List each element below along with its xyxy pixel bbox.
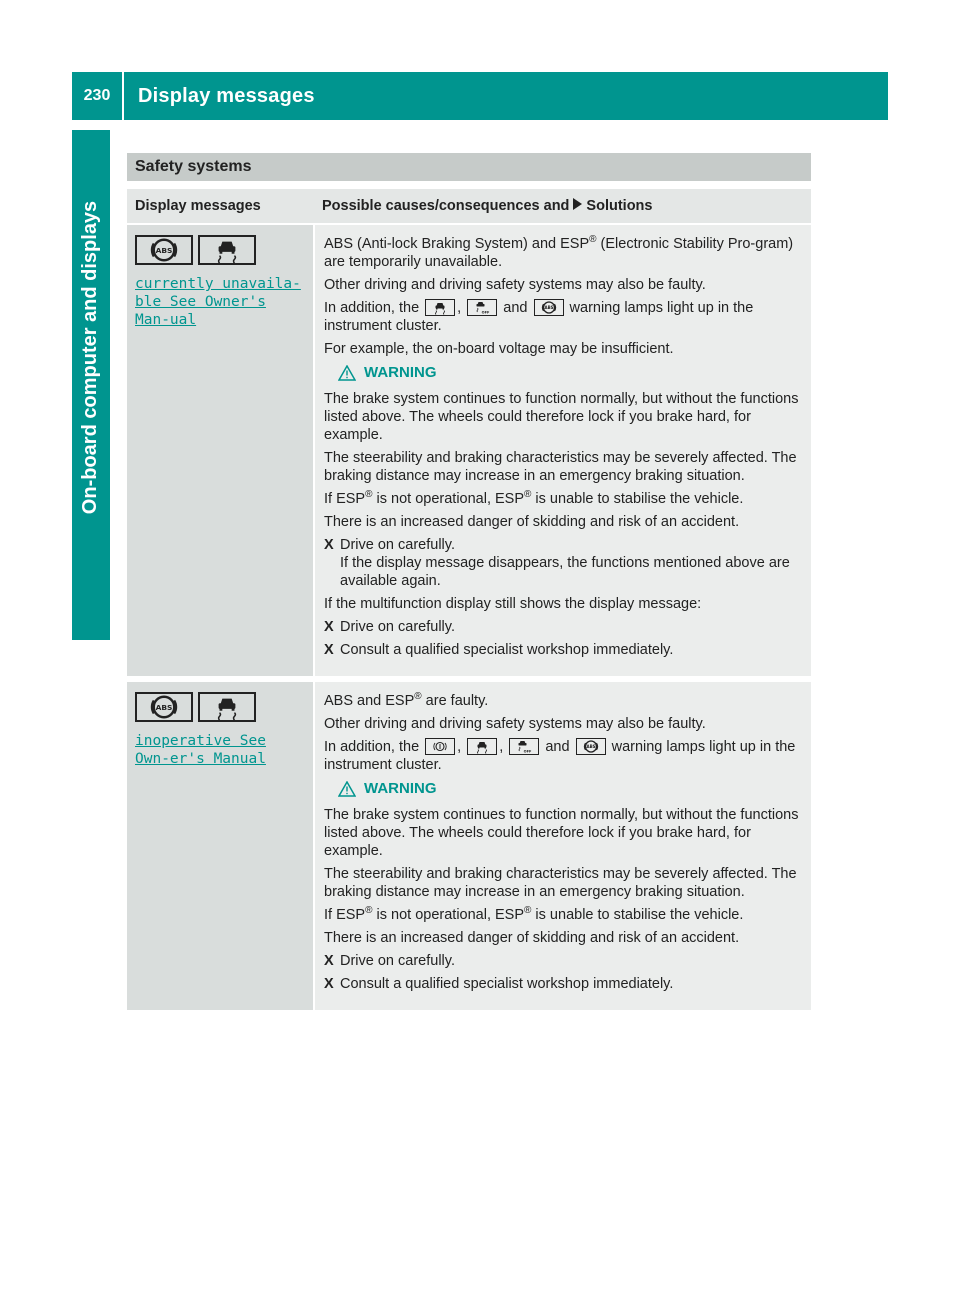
side-tab-label: On-board computer and displays bbox=[79, 200, 102, 515]
abs-icon bbox=[534, 299, 564, 316]
table-row bbox=[127, 679, 811, 1010]
message-cell bbox=[127, 224, 314, 679]
column-header-messages: Display messages bbox=[127, 189, 314, 224]
abs-icon bbox=[135, 692, 193, 722]
causes-cell bbox=[314, 679, 811, 1010]
page-header bbox=[72, 72, 888, 120]
bullet-icon: X bbox=[324, 537, 334, 553]
message-cell bbox=[127, 679, 314, 1010]
section-title: Safety systems bbox=[127, 153, 811, 181]
cause-paragraph: ABS (Anti-lock Braking System) and ESP® (Electronic Stability Pro-gram) are temporarily unavailable. bbox=[324, 234, 794, 270]
column-header-causes bbox=[314, 189, 811, 224]
warning-triangle-icon bbox=[338, 365, 356, 381]
instruction-item: X Consult a qualified specialist workshop immediately. bbox=[324, 642, 674, 658]
cause-paragraph: In addition, the , and warning lamps light up in the instrument cluster. bbox=[324, 300, 754, 334]
cause-paragraph: Other driving and driving safety systems may also be faulty. bbox=[324, 277, 706, 293]
instruction-item: X Drive on carefully. bbox=[324, 953, 455, 969]
page-title: Display messages bbox=[138, 84, 315, 107]
message-icons bbox=[135, 692, 305, 722]
cause-paragraph: For example, the on-board voltage may be insufficient. bbox=[324, 341, 674, 357]
page-content bbox=[127, 153, 811, 1010]
warning-paragraph: If ESP® is not operational, ESP® is unable to stabilise the vehicle. bbox=[324, 489, 744, 507]
esp-off-icon bbox=[509, 738, 539, 755]
bullet-icon: X bbox=[324, 642, 334, 658]
instruction-item: X Drive on carefully. If the display message disappears, the functions mentioned above are available again. bbox=[324, 537, 790, 589]
warning-paragraph: The steerability and braking characteristics may be severely affected. The braking distance may increase in an emergency braking situation. bbox=[324, 450, 797, 484]
messages-table bbox=[127, 189, 811, 1010]
table-row bbox=[127, 224, 811, 679]
instruction-item: X Drive on carefully. bbox=[324, 619, 455, 635]
display-message-text: currently unavaila‐ble See Owner's Man‐ual bbox=[135, 276, 301, 328]
arrow-right-icon bbox=[573, 198, 582, 210]
warning-paragraph: The steerability and braking characteristics may be severely affected. The braking distance may increase in an emergency braking situation. bbox=[324, 866, 797, 900]
esp-icon bbox=[425, 299, 455, 316]
table-header-row bbox=[127, 189, 811, 224]
page-number: 230 bbox=[72, 72, 124, 120]
esp-icon bbox=[198, 235, 256, 265]
abs-icon bbox=[576, 738, 606, 755]
abs-icon bbox=[135, 235, 193, 265]
cause-paragraph: Other driving and driving safety systems may also be faulty. bbox=[324, 716, 706, 732]
cause-paragraph: If the multifunction display still shows the display message: bbox=[324, 596, 702, 612]
esp-icon bbox=[467, 738, 497, 755]
warning-heading: WARNING bbox=[338, 780, 803, 798]
warning-heading: WARNING bbox=[338, 364, 803, 382]
bullet-icon: X bbox=[324, 953, 334, 969]
warning-paragraph: There is an increased danger of skidding and risk of an accident. bbox=[324, 930, 740, 946]
cause-paragraph: In addition, the , , and warning lamps light up in the instrument cluster. bbox=[324, 739, 796, 773]
esp-off-icon bbox=[467, 299, 497, 316]
brake-icon bbox=[425, 738, 455, 755]
message-icons bbox=[135, 235, 305, 265]
warning-paragraph: If ESP® is not operational, ESP® is unable to stabilise the vehicle. bbox=[324, 905, 744, 923]
display-message-text: inoperative See Own‐er's Manual bbox=[135, 733, 266, 767]
bullet-icon: X bbox=[324, 976, 334, 992]
warning-triangle-icon bbox=[338, 781, 356, 797]
column-header-causes-suffix: Solutions bbox=[586, 198, 653, 214]
side-tab-marker bbox=[72, 592, 110, 640]
warning-paragraph: There is an increased danger of skidding and risk of an accident. bbox=[324, 514, 740, 530]
cause-paragraph: ABS and ESP® are faulty. bbox=[324, 691, 489, 709]
causes-cell bbox=[314, 224, 811, 679]
warning-paragraph: The brake system continues to function normally, but without the functions listed above. The wheels could therefore lock if you brake hard, for example. bbox=[324, 391, 799, 443]
warning-paragraph: The brake system continues to function normally, but without the functions listed above. The wheels could therefore lock if you brake hard, for example. bbox=[324, 807, 799, 859]
column-header-causes-prefix: Possible causes/consequences and bbox=[322, 198, 570, 214]
instruction-item: X Consult a qualified specialist workshop immediately. bbox=[324, 976, 674, 992]
esp-icon bbox=[198, 692, 256, 722]
bullet-icon: X bbox=[324, 619, 334, 635]
side-tab-label-wrap bbox=[72, 130, 110, 585]
